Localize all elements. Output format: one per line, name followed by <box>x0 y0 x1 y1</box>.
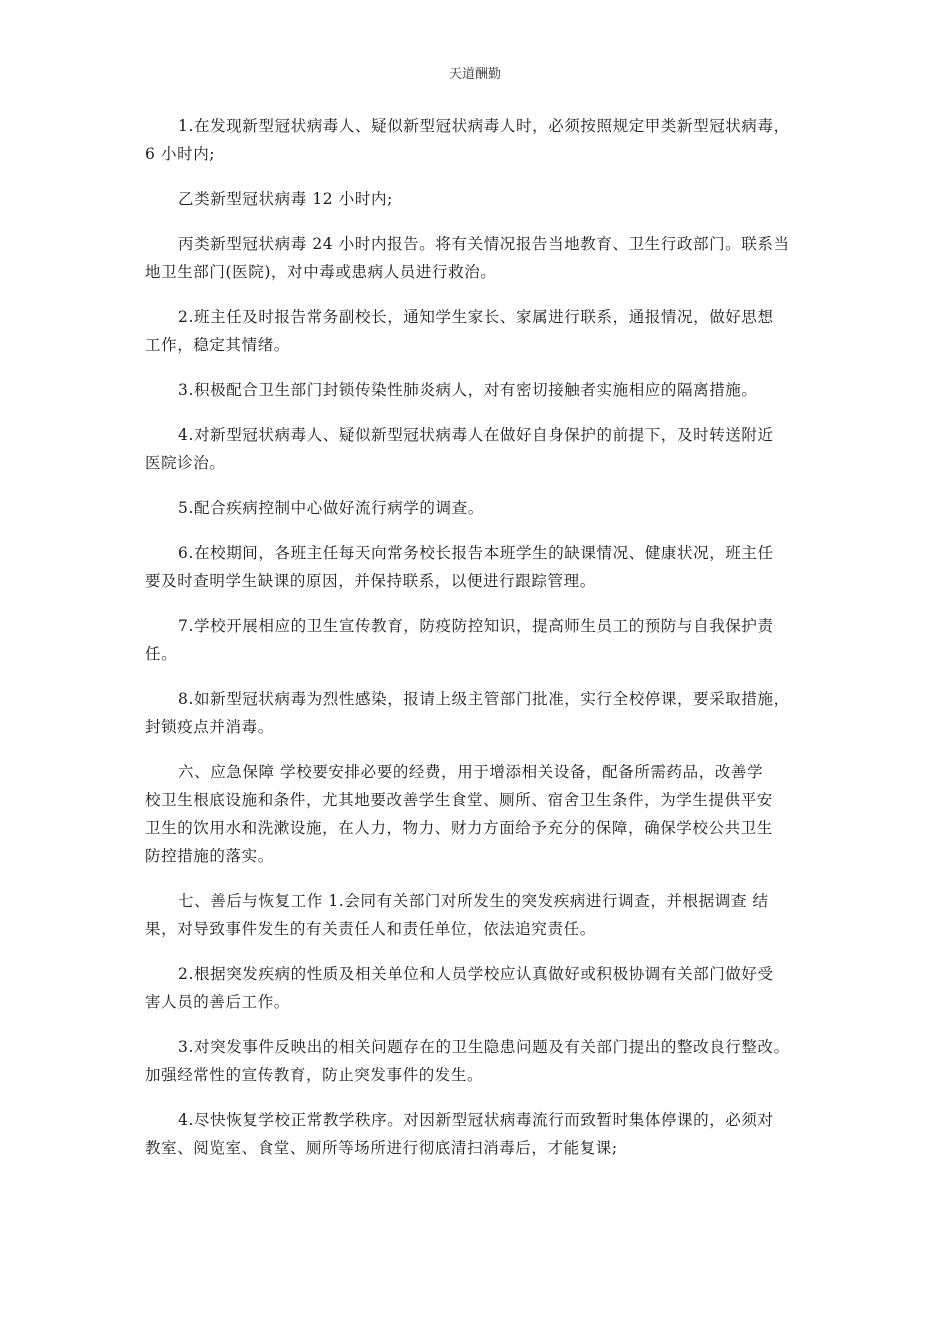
text-line: 害人员的善后工作。 <box>145 993 290 1011</box>
text-line: 4.尽快恢复学校正常教学秩序。对因新型冠状病毒流行而致暂时集体停课的，必须对 <box>178 1111 774 1129</box>
text-line: 丙类新型冠状病毒 24 小时内报告。将有关情况报告当地教育、卫生行政部门。联系当 <box>178 235 790 253</box>
text-line: 8.如新型冠状病毒为烈性感染，报请上级主管部门批准，实行全校停课，要采取措施， <box>178 690 790 708</box>
text-line: 校卫生根底设施和条件，尤其地要改善学生食堂、厕所、宿舍卫生条件，为学生提供平安 <box>145 791 773 809</box>
text-line: 六、应急保障 学校要安排必要的经费，用于增添相关设备，配备所需药品，改善学 <box>178 763 764 781</box>
paragraph <box>145 539 810 595</box>
text-line: 乙类新型冠状病毒 12 小时内; <box>178 190 393 208</box>
paragraph <box>145 494 810 522</box>
text-line: 6.在校期间，各班主任每天向常务校长报告本班学生的缺课情况、健康状况，班主任 <box>178 544 774 562</box>
text-line: 2.根据突发疾病的性质及相关单位和人员学校应认真做好或积极协调有关部门做好受 <box>178 965 774 983</box>
paragraph <box>145 612 810 668</box>
text-line: 3.积极配合卫生部门封锁传染性肺炎病人，对有密切接触者实施相应的隔离措施。 <box>178 381 758 399</box>
paragraph <box>145 685 810 741</box>
text-line: 加强经常性的宣传教育，防止突发事件的发生。 <box>145 1066 484 1084</box>
paragraph <box>145 376 810 404</box>
document-body <box>145 112 810 1179</box>
text-line: 1.在发现新型冠状病毒人、疑似新型冠状病毒人时，必须按照规定甲类新型冠状病毒， <box>178 117 790 135</box>
text-line: 任。 <box>145 645 178 663</box>
paragraph <box>145 1033 810 1089</box>
text-line: 3.对突发事件反映出的相关问题存在的卫生隐患问题及有关部门提出的整改良行整改。 <box>178 1038 790 1056</box>
paragraph <box>145 303 810 359</box>
text-line: 地卫生部门(医院)，对中毒或患病人员进行救治。 <box>145 263 497 281</box>
paragraph <box>145 758 810 870</box>
paragraph <box>145 185 810 213</box>
paragraph <box>145 421 810 477</box>
text-line: 工作，稳定其情绪。 <box>145 336 290 354</box>
paragraph <box>145 230 810 286</box>
text-line: 7.学校开展相应的卫生宣传教育，防疫防控知识，提高师生员工的预防与自我保护责 <box>178 617 774 635</box>
text-line: 教室、阅览室、食堂、厕所等场所进行彻底清扫消毒后，才能复课; <box>145 1139 618 1157</box>
text-line: 2.班主任及时报告常务副校长，通知学生家长、家属进行联系，通报情况，做好思想 <box>178 308 774 326</box>
paragraph <box>145 1106 810 1162</box>
paragraph <box>145 960 810 1016</box>
page-header: 天道酬勤 <box>448 67 501 82</box>
paragraph <box>145 112 810 168</box>
text-line: 防控措施的落实。 <box>145 847 274 865</box>
text-line: 6 小时内; <box>145 145 216 163</box>
text-line: 七、善后与恢复工作 1.会同有关部门对所发生的突发疾病进行调查，并根据调查 结 <box>178 892 769 910</box>
text-line: 5.配合疾病控制中心做好流行病学的调查。 <box>178 499 484 517</box>
text-line: 要及时查明学生缺课的原因，并保持联系，以便进行跟踪管理。 <box>145 572 596 590</box>
paragraph <box>145 887 810 943</box>
text-line: 医院诊治。 <box>145 454 226 472</box>
text-line: 果，对导致事件发生的有关责任人和责任单位，依法追究责任。 <box>145 920 596 938</box>
text-line: 4.对新型冠状病毒人、疑似新型冠状病毒人在做好自身保护的前提下，及时转送附近 <box>178 426 774 444</box>
text-line: 卫生的饮用水和洗漱设施，在人力，物力、财力方面给予充分的保障，确保学校公共卫生 <box>145 819 773 837</box>
text-line: 封锁疫点并消毒。 <box>145 718 274 736</box>
